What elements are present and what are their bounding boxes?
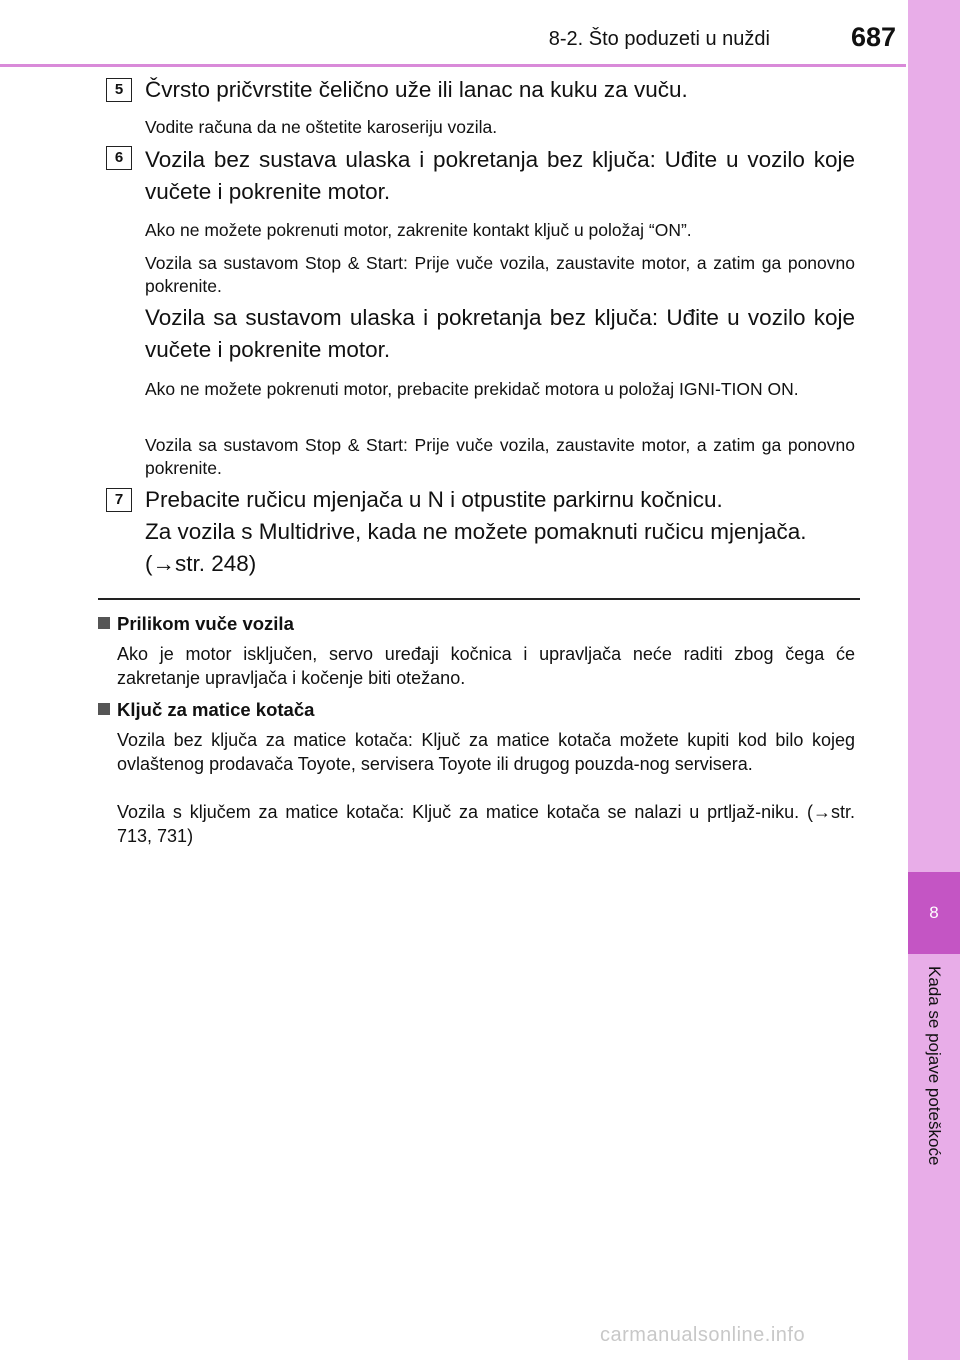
square-bullet-icon [98,703,110,715]
section-divider [98,598,860,600]
side-tab-upper [908,0,960,872]
step-6-note-stop-start-2: Vozila sa sustavom Stop & Start: Prije vuče vozila, zaustavite motor, a zatim ga ponovno pokrenite. [145,435,855,478]
step-7-line-2: Za vozila s Multidrive, kada ne možete pomaknuti ručicu mjenjača. [145,519,807,544]
chapter-number: 8 [929,903,939,922]
watermark: carmanualsonline.info [600,1324,806,1346]
info-heading-wheel-nut-wrench: Ključ za matice kotača [98,698,314,722]
chapter-title-tab [908,966,960,1216]
chapter-title: Kada se pojave poteškoće [925,966,944,1166]
square-bullet-icon [98,617,110,629]
step-7-page-ref[interactable]: (→str. 248) [145,551,257,576]
section-title: 8-2. Što poduzeti u nuždi [548,28,770,50]
step-6-text-smart-key: Vozila sa sustavom ulaska i pokretanja bez ključa: Uđite u vozilo koje vučete i pokrenite motor. [145,305,855,362]
step-6-text: Vozila bez sustava ulaska i pokretanja bez ključa: Uđite u vozilo koje vučete i pokrenite motor. [145,147,855,204]
step-number-5: 5 [106,78,132,102]
chapter-tab[interactable] [908,872,960,954]
step-7-line-1: Prebacite ručicu mjenjača u N i otpustite parkirnu kočnicu. [145,487,723,512]
step-5-text: Čvrsto pričvrstite čelično uže ili lanac na kuku za vuču. [145,77,688,102]
info-body-wheel-nut-wrench-2: Vozila s ključem za matice kotača: Ključ za matice kotača se nalazi u prtljaž-niku. (→str. 713, 731) [117,802,855,846]
step-5-note: Vodite računa da ne oštetite karoseriju vozila. [145,117,498,137]
page-number: 687 [850,22,896,52]
step-number-6: 6 [106,146,132,170]
info-body-wheel-nut-wrench: Vozila bez ključa za matice kotača: Ključ za matice kotača možete kupiti kod bilo kojeg ovlaštenog prodavača Toyote, servisera Toyote ili drugog pouzda-nog servisera. [117,730,855,774]
step-6-note-stop-start: Vozila sa sustavom Stop & Start: Prije vuče vozila, zaustavite motor, a zatim ga ponovno pokrenite. [145,253,855,296]
info-heading-towing: Prilikom vuče vozila [98,612,294,636]
header-divider [0,64,906,67]
step-6-note-ignition: Ako ne možete pokrenuti motor, prebacite prekidač motora u položaj IGNI-TION ON. [145,379,799,399]
step-number-7: 7 [106,488,132,512]
info-body-towing: Ako je motor isključen, servo uređaji kočnica i upravljača neće raditi zbog čega će zakretanje upravljača i kočenje biti otežano. [117,644,855,688]
step-6-note: Ako ne možete pokrenuti motor, zakrenite kontakt ključ u položaj “ON”. [145,220,692,240]
